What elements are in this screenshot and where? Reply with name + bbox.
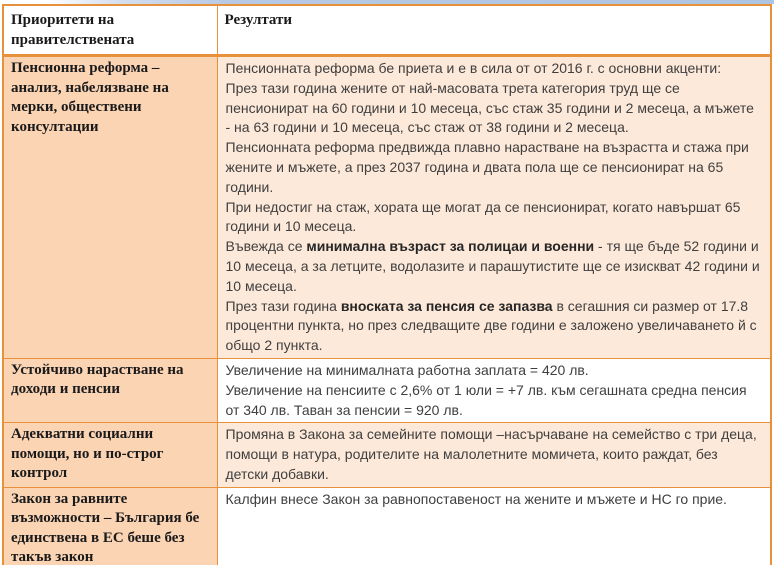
results-paragraph: През тази година вноската за пенсия се запазва в сегашния си размер от 17.8 процентни пункта, но през следващите две години е заложено увеличаването й с общо 2 пункта. [225, 297, 757, 354]
results-paragraph: Въвежда се минимална възраст за полицаи и военни - тя ще бъде 52 години и 10 месеца, а за летците, водолазите и парашутистите ще се изискват 42 години и 10 месеца. [225, 238, 760, 294]
priorities-results-table [2, 4, 772, 565]
results-paragraph: Промяна в Закона за семейните помощи –насърчаване на семейство с три деца, помощи в натура, родителите на малолетните момичета, които раждат, без детски добавки. [225, 426, 757, 482]
results-paragraph: При недостиг на стаж, хората ще могат да се пенсионират, когато навършат 65 години и 10 месеца. [225, 198, 741, 235]
results-cell [217, 487, 771, 565]
results-paragraph: Увеличение на пенсиите с 2,6% от 1 юли = +7 лв. към сегашната средна пенсия от 340 лв. Таван за пенсии = 920 лв. [225, 381, 747, 418]
results-cell [217, 56, 771, 359]
header-results: Резултати [217, 5, 771, 56]
table-row [3, 358, 771, 422]
results-cell [217, 423, 771, 487]
results-paragraph: Пенсионната реформа бе приета и е в сила от от 2016 г. с основни акценти: [225, 60, 722, 76]
priority-cell: Адекватни социални помощи, но и по-строг контрол [3, 423, 217, 487]
table-row [3, 423, 771, 487]
priority-cell: Пенсионна реформа – анализ, набелязване на мерки, обществени консултации [3, 56, 217, 359]
header-priorities: Приоритети на правителствената [3, 5, 217, 56]
table-row [3, 487, 771, 565]
results-cell [217, 358, 771, 422]
results-paragraph: Калфин внесе Закон за равнопоставеност на жените и мъжете и НС го прие. [225, 490, 727, 507]
results-paragraph: Увеличение на минималната работна заплата = 420 лв. [225, 361, 589, 378]
results-paragraph: През тази година жените от най-масовата трета категория труд ще се пенсионират на 60 години и 10 месеца, със стаж 35 години и 2 месеца, а мъжете - на 63 години и 10 месеца, със стаж от 38 години и 2 месеца. [225, 79, 754, 136]
results-paragraph: Пенсионната реформа предвижда плавно нарастване на възрастта и стажа при жените и мъжете, а през 2037 година и двата пола ще се пенсионират на 65 години. [225, 139, 749, 195]
priority-cell: Закон за равните възможности – България бе единствена в ЕС беше без такъв закон [3, 487, 217, 565]
table-row [3, 56, 771, 359]
priority-cell: Устойчиво нарастване на доходи и пенсии [3, 358, 217, 422]
table-header-row [3, 5, 771, 56]
table-body [3, 56, 771, 565]
